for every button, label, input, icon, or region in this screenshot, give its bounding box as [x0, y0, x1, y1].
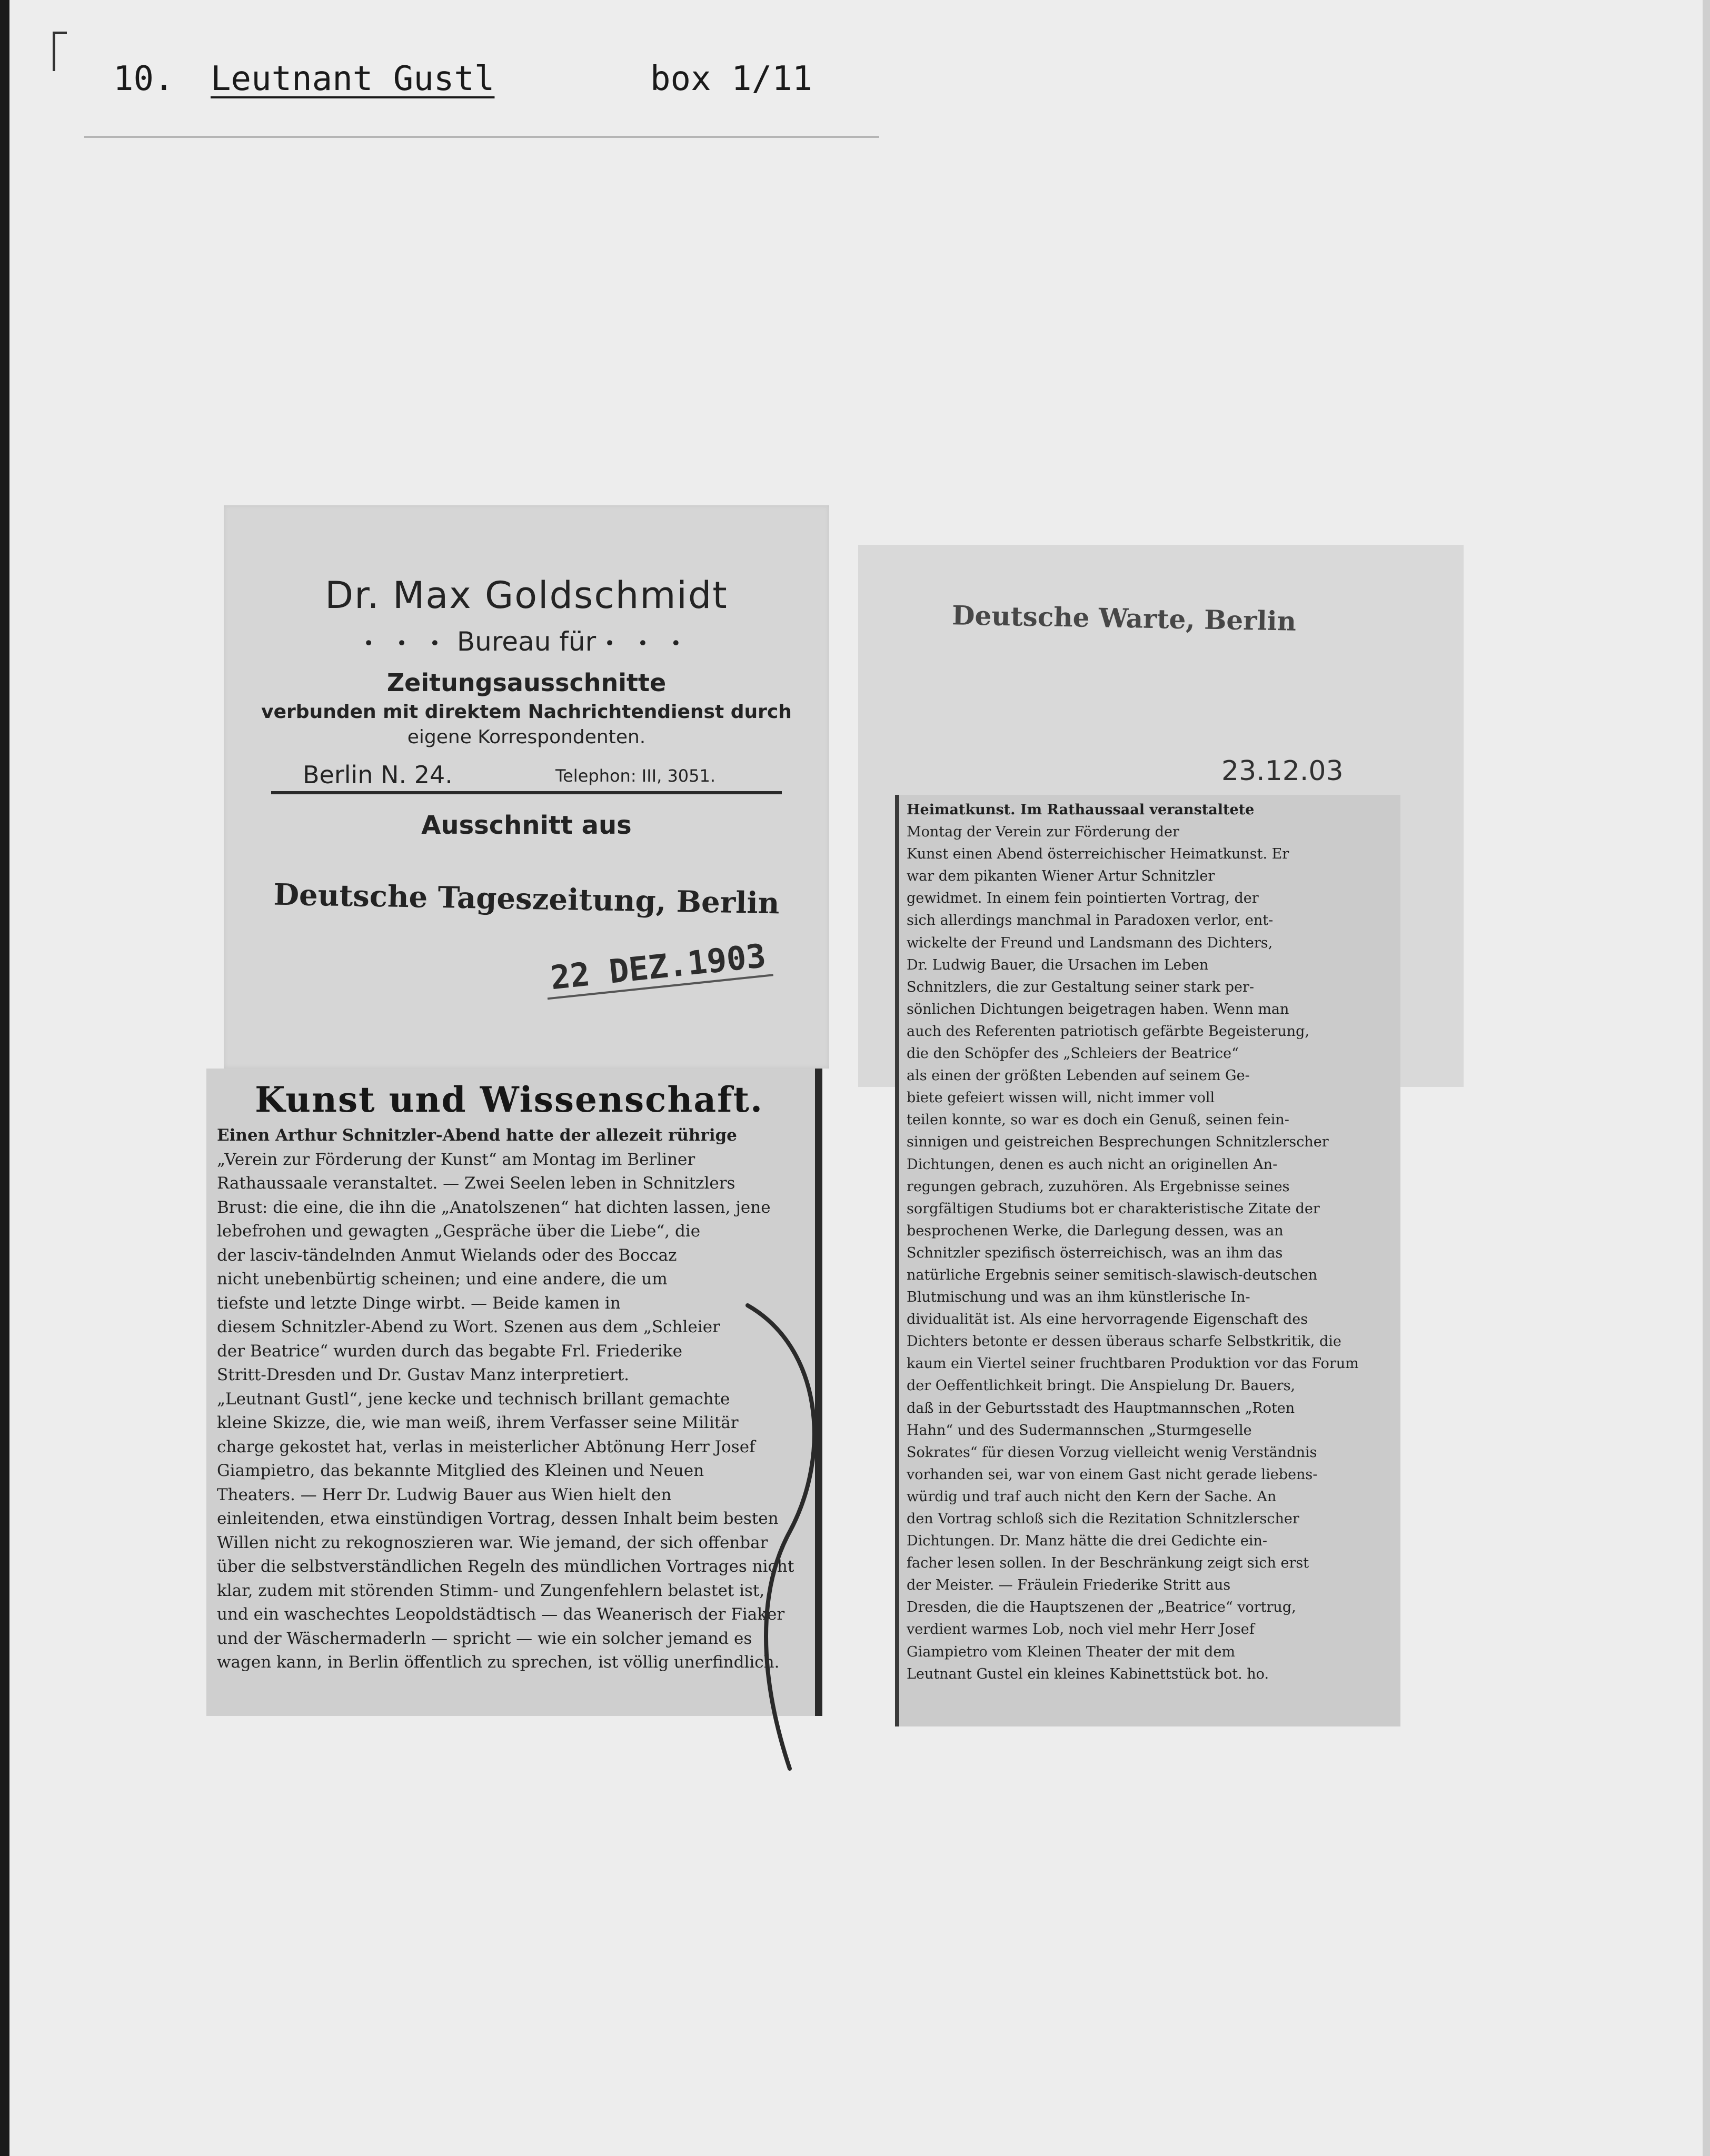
- archive-number: 10.: [113, 59, 174, 98]
- article-line: facher lesen sollen. In der Beschränkung zeigt sich erst: [907, 1555, 1309, 1572]
- article-line: sorgfältigen Studiums bot er charakteristische Zitate der: [907, 1200, 1320, 1217]
- article-line: Schnitzler spezifisch österreichisch, was an ihm das: [907, 1244, 1283, 1261]
- article-line: regungen gebrach, zuzuhören. Als Ergebnisse seines: [907, 1178, 1290, 1195]
- bureau-label: Bureau für: [456, 626, 596, 657]
- article-line: Dichters betonte er dessen überaus scharfe Selbstkritik, die: [907, 1333, 1341, 1350]
- clipping-bureau-header: [224, 505, 829, 1069]
- article-line: Rathaussaale veranstaltet. — Zwei Seelen leben in Schnitzlers: [217, 1174, 735, 1193]
- article-line: sinnigen und geistreichen Besprechungen Schnitzlerscher: [907, 1134, 1329, 1151]
- article-line: kaum ein Viertel seiner fruchtbaren Produktion vor das Forum: [907, 1355, 1359, 1372]
- article-line: biete gefeiert wissen will, nicht immer voll: [907, 1090, 1215, 1106]
- article-line: war dem pikanten Wiener Artur Schnitzler: [907, 868, 1215, 885]
- article-line: Schnitzlers, die zur Gestaltung seiner stark per-: [907, 979, 1254, 995]
- article-line: Sokrates“ für diesen Vorzug vielleicht wenig Verständnis: [907, 1444, 1317, 1461]
- excerpt-label: Ausschnitt aus: [421, 811, 632, 840]
- article-line: Dresden, die die Hauptszenen der „Beatrice“ vortrug,: [907, 1599, 1296, 1616]
- article-line: sich allerdings manchmal in Paradoxen verlor, ent-: [907, 912, 1274, 929]
- article-line: daß in der Geburtsstadt des Hauptmannschen „Roten: [907, 1400, 1295, 1416]
- article-line: verdient warmes Lob, noch viel mehr Herr Josef: [907, 1621, 1255, 1638]
- corner-crop-mark: [53, 32, 67, 71]
- article-line: „Verein zur Förderung der Kunst“ am Montag im Berliner: [217, 1150, 695, 1169]
- bureau-dots-left: • • •: [363, 633, 449, 654]
- warte-date: 23.12.03: [1221, 755, 1344, 787]
- article-line: Giampietro, das bekannte Mitglied des Kleinen und Neuen: [217, 1461, 704, 1480]
- article-line: besprochenen Werke, die Darlegung dessen, was an: [907, 1222, 1284, 1239]
- clipping-article-right: [895, 795, 1400, 1726]
- article-line: Brust: die eine, die ihn die „Anatolszenen“ hat dichten lassen, jene: [217, 1197, 771, 1217]
- article-line: nicht unebenbürtig scheinen; und eine andere, die um: [217, 1270, 668, 1289]
- article-line: sönlichen Dichtungen beigetragen haben. Wenn man: [907, 1001, 1289, 1017]
- article-line: diesem Schnitzler-Abend zu Wort. Szenen aus dem „Schleier: [217, 1317, 720, 1336]
- article-line: auch des Referenten patriotisch gefärbte Begeisterung,: [907, 1023, 1310, 1040]
- article-line: Einen Arthur Schnitzler-Abend hatte der allezeit rührige: [217, 1126, 737, 1145]
- article-line: Kunst einen Abend österreichischer Heimatkunst. Er: [907, 846, 1289, 863]
- article-line: tiefste und letzte Dinge wirbt. — Beide kamen in: [217, 1293, 621, 1313]
- article-line: kleine Skizze, die, wie man weiß, ihrem Verfasser seine Militär: [217, 1413, 739, 1432]
- article-line: würdig und traf auch nicht den Kern der Sache. An: [907, 1488, 1277, 1505]
- article-line: „Leutnant Gustl“, jene kecke und technisch brillant gemachte: [217, 1389, 730, 1409]
- scan-border-left: [0, 0, 9, 2156]
- article-line: der Meister. — Fräulein Friederike Stritt aus: [907, 1577, 1231, 1594]
- article-line: gewidmet. In einem fein pointierten Vortrag, der: [907, 890, 1259, 907]
- label-divider: [84, 136, 879, 138]
- article-line: die den Schöpfer des „Schleiers der Beatrice“: [907, 1045, 1239, 1062]
- clipping-article-left: [206, 1069, 822, 1716]
- article-line: wagen kann, in Berlin öffentlich zu sprechen, ist völlig unerfindlich.: [217, 1653, 780, 1672]
- bureau-service: Zeitungsausschnitte: [386, 668, 667, 697]
- article-line: Willen nicht zu rekognoszieren war. Wie jemand, der sich offenbar: [217, 1533, 768, 1552]
- archive-label: [87, 53, 877, 137]
- article-heading: Kunst und Wissenschaft.: [255, 1079, 763, 1120]
- article-right-body: [907, 799, 1393, 1685]
- article-line: charge gekostet hat, verlas in meisterlicher Abtönung Herr Josef: [217, 1437, 755, 1456]
- article-line: Heimatkunst. Im Rathaussaal veranstaltete: [907, 802, 1255, 818]
- article-line: klar, zudem mit störenden Stimm- und Zungenfehlern belastet ist,: [217, 1581, 765, 1600]
- newspaper-stamp: Deutsche Tageszeitung, Berlin: [273, 877, 780, 921]
- bureau-line-2: eigene Korrespondenten.: [407, 726, 646, 748]
- bureau-telephone: Telephon: III, 3051.: [555, 766, 716, 786]
- article-line: der Beatrice“ wurden durch das begabte Frl. Friederike: [217, 1341, 682, 1361]
- article-line: den Vortrag schloß sich die Rezitation Schnitzlerscher: [907, 1511, 1299, 1527]
- article-line: vorhanden sei, war von einem Gast nicht gerade liebens-: [907, 1466, 1318, 1483]
- article-line: teilen konnte, so war es doch ein Genuß, seinen fein-: [907, 1112, 1289, 1129]
- article-line: wickelte der Freund und Landsmann des Dichters,: [907, 934, 1273, 951]
- date-stamp: 22 DEZ.1903: [543, 936, 773, 1000]
- article-line: Leutnant Gustel ein kleines Kabinettstück bot. ho.: [907, 1665, 1269, 1682]
- article-left-body: [217, 1124, 807, 1675]
- article-line: Dr. Ludwig Bauer, die Ursachen im Leben: [907, 956, 1209, 973]
- bureau-rule: [271, 791, 782, 794]
- scan-border-right: [1703, 0, 1710, 2156]
- article-line: Theaters. — Herr Dr. Ludwig Bauer aus Wien hielt den: [217, 1485, 672, 1504]
- article-line: Giampietro vom Kleinen Theater der mit dem: [907, 1643, 1235, 1660]
- article-line: dividualität ist. Als eine hervorragende Eigenschaft des: [907, 1311, 1308, 1328]
- article-line: Blutmischung und was an ihm künstlerische In-: [907, 1289, 1250, 1306]
- article-line: und der Wäschermaderln — spricht — wie ein solcher jemand es: [217, 1629, 752, 1648]
- article-line: über die selbstverständlichen Regeln des mündlichen Vortrages nicht: [217, 1557, 794, 1576]
- article-line: Stritt-Dresden und Dr. Gustav Manz interpretiert.: [217, 1365, 630, 1384]
- bureau-dots-right: • • •: [604, 633, 690, 654]
- archive-title: Leutnant Gustl: [211, 59, 495, 98]
- article-line: Dichtungen, denen es auch nicht an originellen An-: [907, 1156, 1278, 1173]
- warte-newspaper-stamp: Deutsche Warte, Berlin: [951, 600, 1297, 637]
- bureau-line: [224, 626, 829, 657]
- article-line: Dichtungen. Dr. Manz hätte die drei Gedichte ein-: [907, 1533, 1268, 1550]
- article-line: lebefrohen und gewagten „Gespräche über die Liebe“, die: [217, 1222, 701, 1241]
- bureau-line-1: verbunden mit direktem Nachrichtendienst durch: [261, 701, 792, 723]
- bureau-city: Berlin N. 24.: [303, 761, 453, 789]
- article-line: und ein waschechtes Leopoldstädtisch — das Weanerisch der Fiaker: [217, 1605, 785, 1624]
- article-line: Hahn“ und des Sudermannschen „Sturmgeselle: [907, 1422, 1252, 1439]
- article-line: der lasciv-tändelnden Anmut Wielands oder des Boccaz: [217, 1245, 677, 1265]
- archive-box: box 1/11: [650, 59, 813, 98]
- article-line: Montag der Verein zur Förderung der: [907, 824, 1179, 841]
- article-line: einleitenden, etwa einstündigen Vortrag, dessen Inhalt beim besten: [217, 1509, 779, 1528]
- article-line: natürliche Ergebnis seiner semitisch-slawisch-deutschen: [907, 1266, 1318, 1283]
- bureau-owner-name: Dr. Max Goldschmidt: [325, 574, 728, 617]
- article-line: als einen der größten Lebenden auf seinem Ge-: [907, 1067, 1250, 1084]
- article-line: der Oeffentlichkeit bringt. Die Anspielung Dr. Bauers,: [907, 1378, 1296, 1394]
